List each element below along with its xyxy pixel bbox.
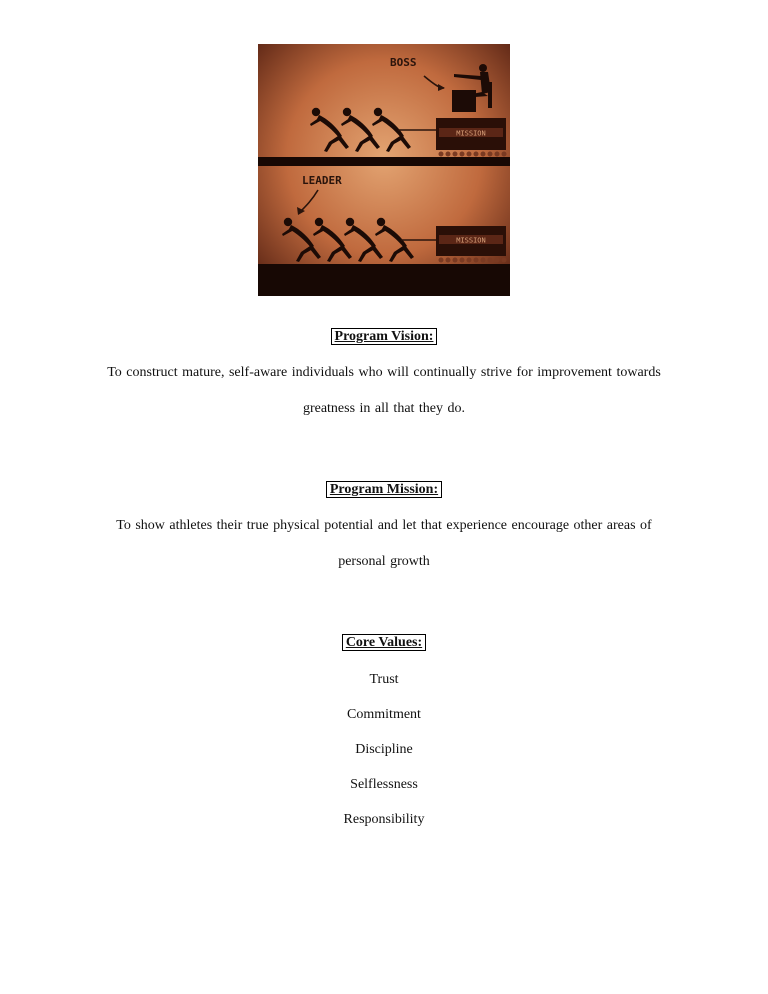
boss-label: BOSS bbox=[390, 56, 417, 69]
boss-vs-leader-illustration bbox=[258, 44, 510, 296]
program-vision-heading-text: Program Vision: bbox=[331, 328, 438, 345]
program-vision-line-1: To construct mature, self-aware individuals who will continually strive for improvement towards bbox=[107, 365, 661, 380]
core-values-heading bbox=[0, 634, 768, 651]
mission-label-bottom: MISSION bbox=[456, 236, 486, 245]
core-value-item: Selflessness bbox=[350, 777, 418, 792]
program-vision-line-2: greatness in all that they do. bbox=[302, 401, 466, 416]
program-mission-heading bbox=[0, 481, 768, 498]
program-mission-line-1: To show athletes their true physical potential and let that experience encourage other areas of bbox=[116, 518, 652, 533]
core-value-item: Trust bbox=[369, 672, 399, 687]
program-mission-line-2: personal growth bbox=[338, 554, 430, 569]
program-mission-heading-text: Program Mission: bbox=[326, 481, 442, 498]
core-value-item: Commitment bbox=[347, 707, 421, 722]
core-values-heading-text: Core Values: bbox=[342, 634, 426, 651]
leader-label: LEADER bbox=[302, 174, 342, 187]
program-vision-heading bbox=[0, 328, 768, 345]
core-value-item: Discipline bbox=[355, 742, 413, 757]
core-value-item: Responsibility bbox=[343, 812, 425, 827]
mission-label-top: MISSION bbox=[456, 129, 486, 138]
